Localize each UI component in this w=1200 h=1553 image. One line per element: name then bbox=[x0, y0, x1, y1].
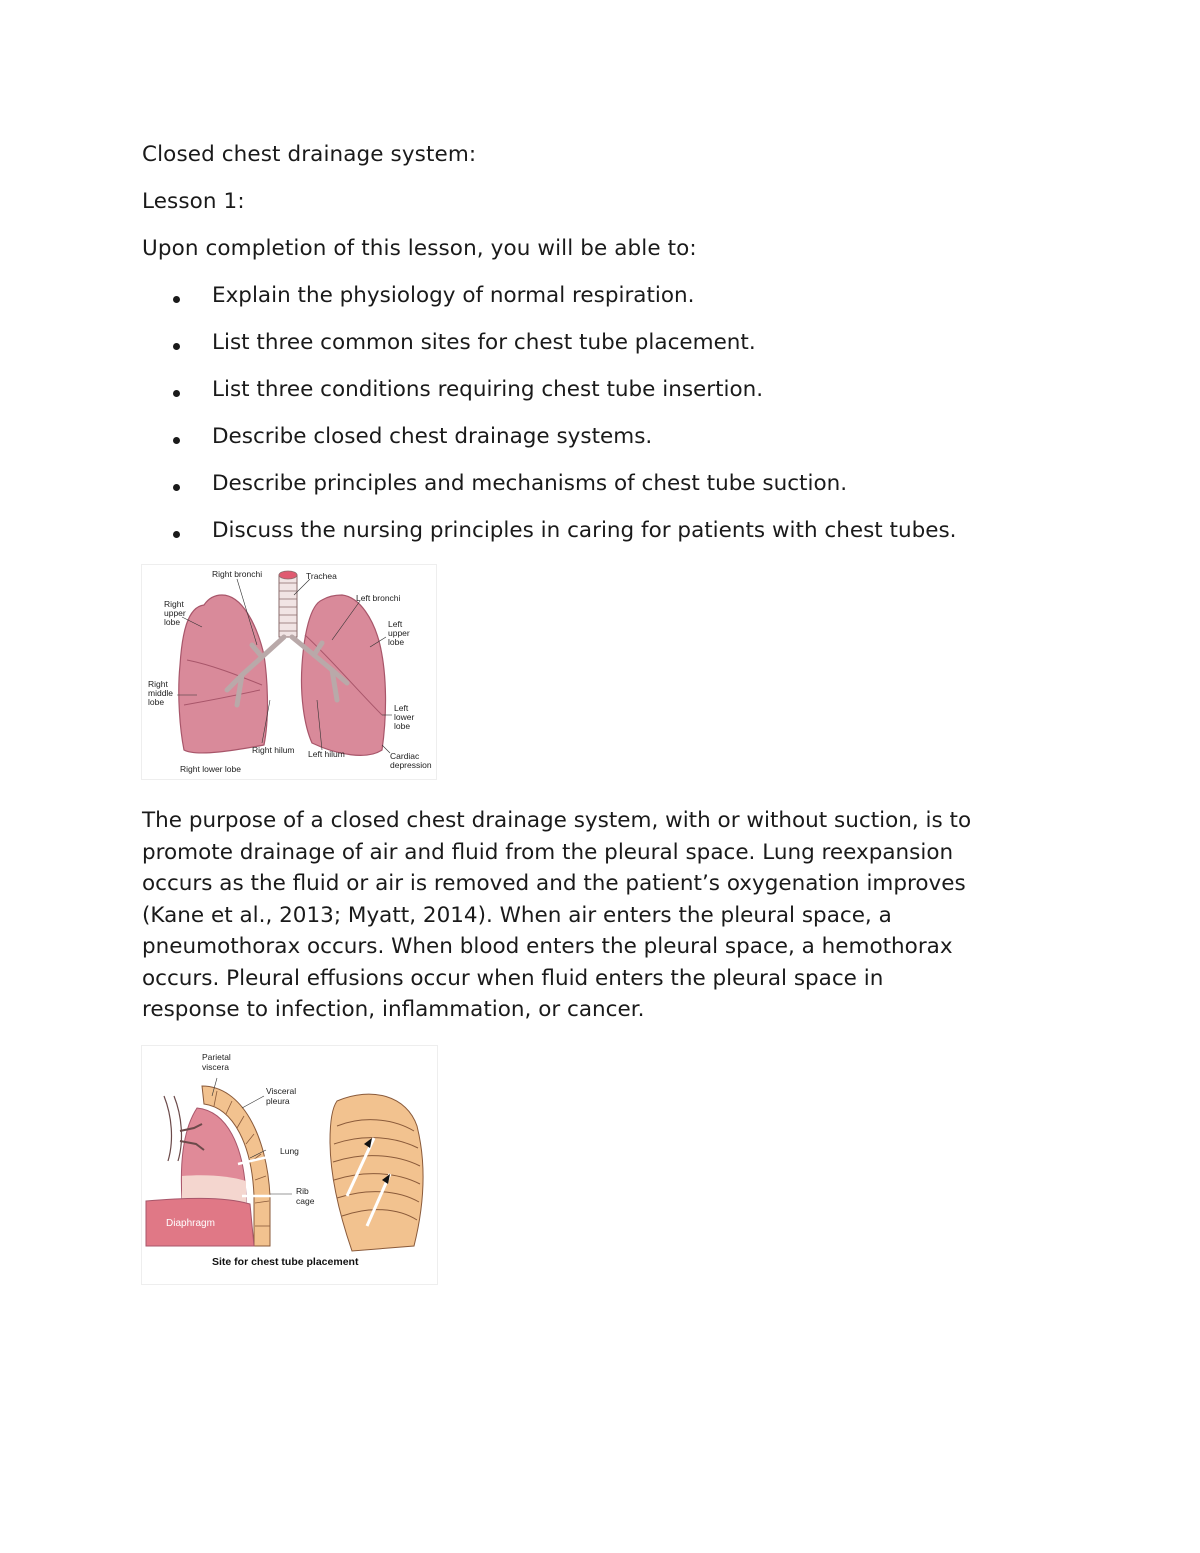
bullet-icon bbox=[173, 437, 180, 444]
lungs-illustration bbox=[142, 565, 436, 779]
list-item: Explain the physiology of normal respiration. bbox=[212, 283, 695, 308]
list-item: Discuss the nursing principles in caring for patients with chest tubes. bbox=[212, 518, 957, 543]
body-paragraph bbox=[142, 805, 1062, 1026]
bullet-icon bbox=[173, 390, 180, 397]
paragraph-line: promote drainage of air and fluid from the pleural space. Lung reexpansion bbox=[142, 839, 954, 865]
list-item: List three conditions requiring chest tube insertion. bbox=[212, 377, 763, 402]
right-lung-icon bbox=[179, 595, 268, 753]
lesson-label: Lesson 1: bbox=[142, 189, 245, 214]
bullet-icon bbox=[173, 343, 180, 350]
left-hilum-label: Left hilum bbox=[308, 749, 345, 759]
visceral-pleura-label: Visceral pleura bbox=[266, 1086, 297, 1106]
intro-text: Upon completion of this lesson, you will be able to: bbox=[142, 236, 697, 261]
right-middle-lobe-label: Right middle lobe bbox=[148, 679, 174, 707]
list-item: Describe principles and mechanisms of chest tube suction. bbox=[212, 471, 847, 496]
bullet-icon bbox=[173, 296, 180, 303]
paragraph-line: occurs as the fluid or air is removed and the patient’s oxygenation improves bbox=[142, 871, 966, 896]
right-hilum-label: Right hilum bbox=[252, 745, 295, 755]
paragraph-line: The purpose of a closed chest drainage system, with or without suction, is to bbox=[142, 808, 972, 833]
paragraph-line: (Kane et al., 2013; Myatt, 2014). When air enters the pleural space, a bbox=[142, 902, 892, 928]
right-bronchi-label: Right bronchi bbox=[212, 569, 263, 579]
right-lower-lobe-label: Right lower lobe bbox=[180, 764, 241, 774]
chest-tube-site-figure bbox=[141, 1045, 438, 1285]
rib-cage-label: Rib cage bbox=[296, 1186, 315, 1206]
lung-label: Lung bbox=[280, 1146, 299, 1156]
parietal-label: Parietal viscera bbox=[202, 1052, 231, 1072]
torso-icon bbox=[330, 1094, 423, 1251]
pleura-illustration bbox=[142, 1046, 437, 1284]
bullet-icon bbox=[173, 484, 180, 491]
right-upper-lobe-label: Right upper lobe bbox=[164, 599, 186, 627]
cardiac-depression-label: Cardiac depression bbox=[390, 751, 432, 770]
paragraph-line: response to infection, inflammation, or cancer. bbox=[142, 997, 645, 1022]
left-lower-lobe-label: Left lower lobe bbox=[394, 703, 415, 731]
paragraph-line: occurs. Pleural effusions occur when fluid enters the pleural space in bbox=[142, 965, 884, 991]
trachea-icon bbox=[279, 575, 297, 637]
left-bronchi-label: Left bronchi bbox=[356, 593, 401, 603]
trachea-label: Trachea bbox=[306, 571, 337, 581]
diaphragm-label: Diaphragm bbox=[166, 1218, 215, 1229]
left-lung-icon bbox=[301, 595, 385, 755]
list-item: Describe closed chest drainage systems. bbox=[212, 424, 652, 449]
left-upper-lobe-label: Left upper lobe bbox=[388, 619, 410, 647]
bullet-icon bbox=[173, 531, 180, 538]
list-item: List three common sites for chest tube placement. bbox=[212, 330, 756, 355]
figure-caption: Site for chest tube placement bbox=[212, 1256, 359, 1268]
lungs-anatomy-figure bbox=[141, 564, 437, 780]
document-heading: Closed chest drainage system: bbox=[142, 142, 477, 167]
paragraph-line: pneumothorax occurs. When blood enters the pleural space, a hemothorax bbox=[142, 934, 953, 959]
